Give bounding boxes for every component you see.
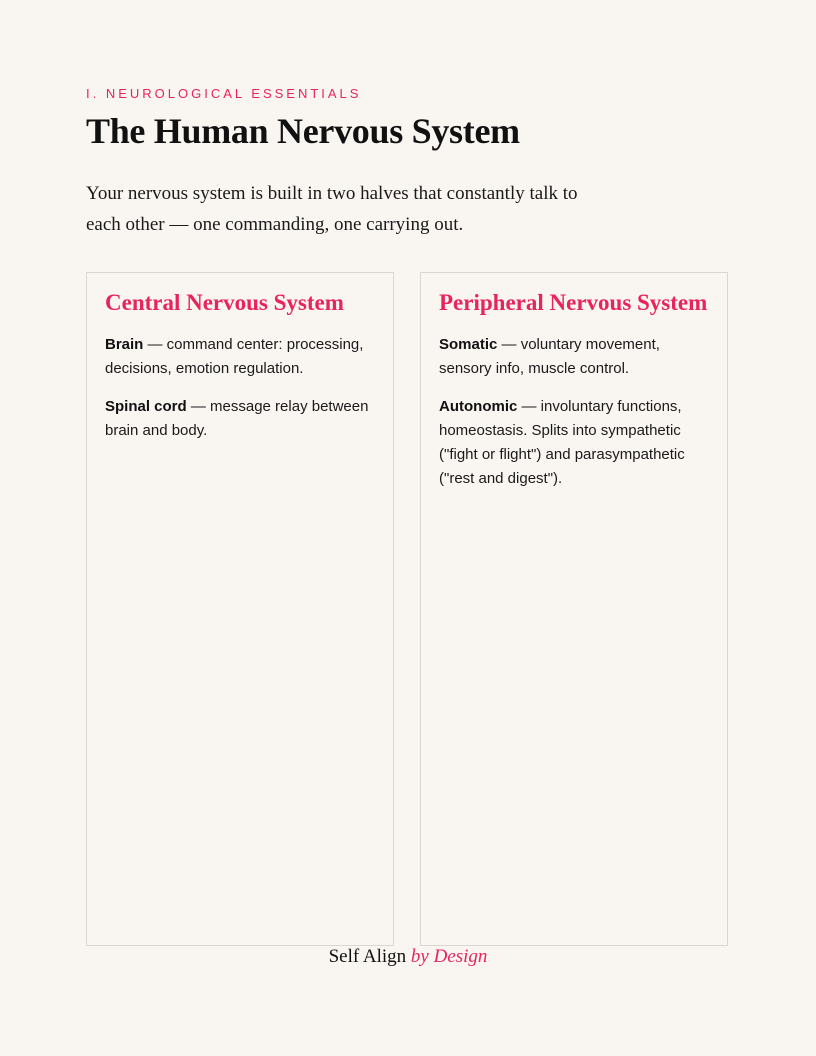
card-title: Central Nervous System bbox=[105, 290, 344, 315]
card-item-somatic bbox=[439, 333, 709, 381]
footer-brand bbox=[0, 946, 816, 968]
item-description: — voluntary movement, sensory info, muscle control. bbox=[439, 336, 660, 377]
item-term: Autonomic bbox=[439, 398, 518, 415]
card-item-spinal-cord bbox=[105, 395, 375, 443]
item-term: Brain bbox=[105, 336, 144, 353]
card-peripheral-nervous-system bbox=[420, 272, 728, 946]
item-description: — command center: processing, decisions, emotion regulation. bbox=[105, 336, 364, 377]
footer-brand-name: Self Align bbox=[328, 946, 411, 967]
item-term: Somatic bbox=[439, 336, 498, 353]
eyebrow-label: I. NEUROLOGICAL ESSENTIALS bbox=[86, 86, 362, 101]
intro-paragraph: Your nervous system is built in two halves that constantly talk to each other — one commanding, one carrying out. bbox=[86, 183, 578, 235]
page-title: The Human Nervous System bbox=[86, 111, 520, 151]
footer-brand-accent: by Design bbox=[410, 946, 488, 967]
card-item-brain bbox=[105, 333, 375, 381]
item-description: — message relay between brain and body. bbox=[105, 398, 369, 439]
card-central-nervous-system bbox=[86, 272, 394, 946]
card-item-autonomic bbox=[439, 395, 709, 491]
item-term: Spinal cord bbox=[105, 398, 187, 415]
item-description: — involuntary functions, homeostasis. Splits into sympathetic ("fight or flight") and parasympathetic ("rest and digest"). bbox=[439, 398, 685, 487]
card-title: Peripheral Nervous System bbox=[439, 290, 708, 315]
